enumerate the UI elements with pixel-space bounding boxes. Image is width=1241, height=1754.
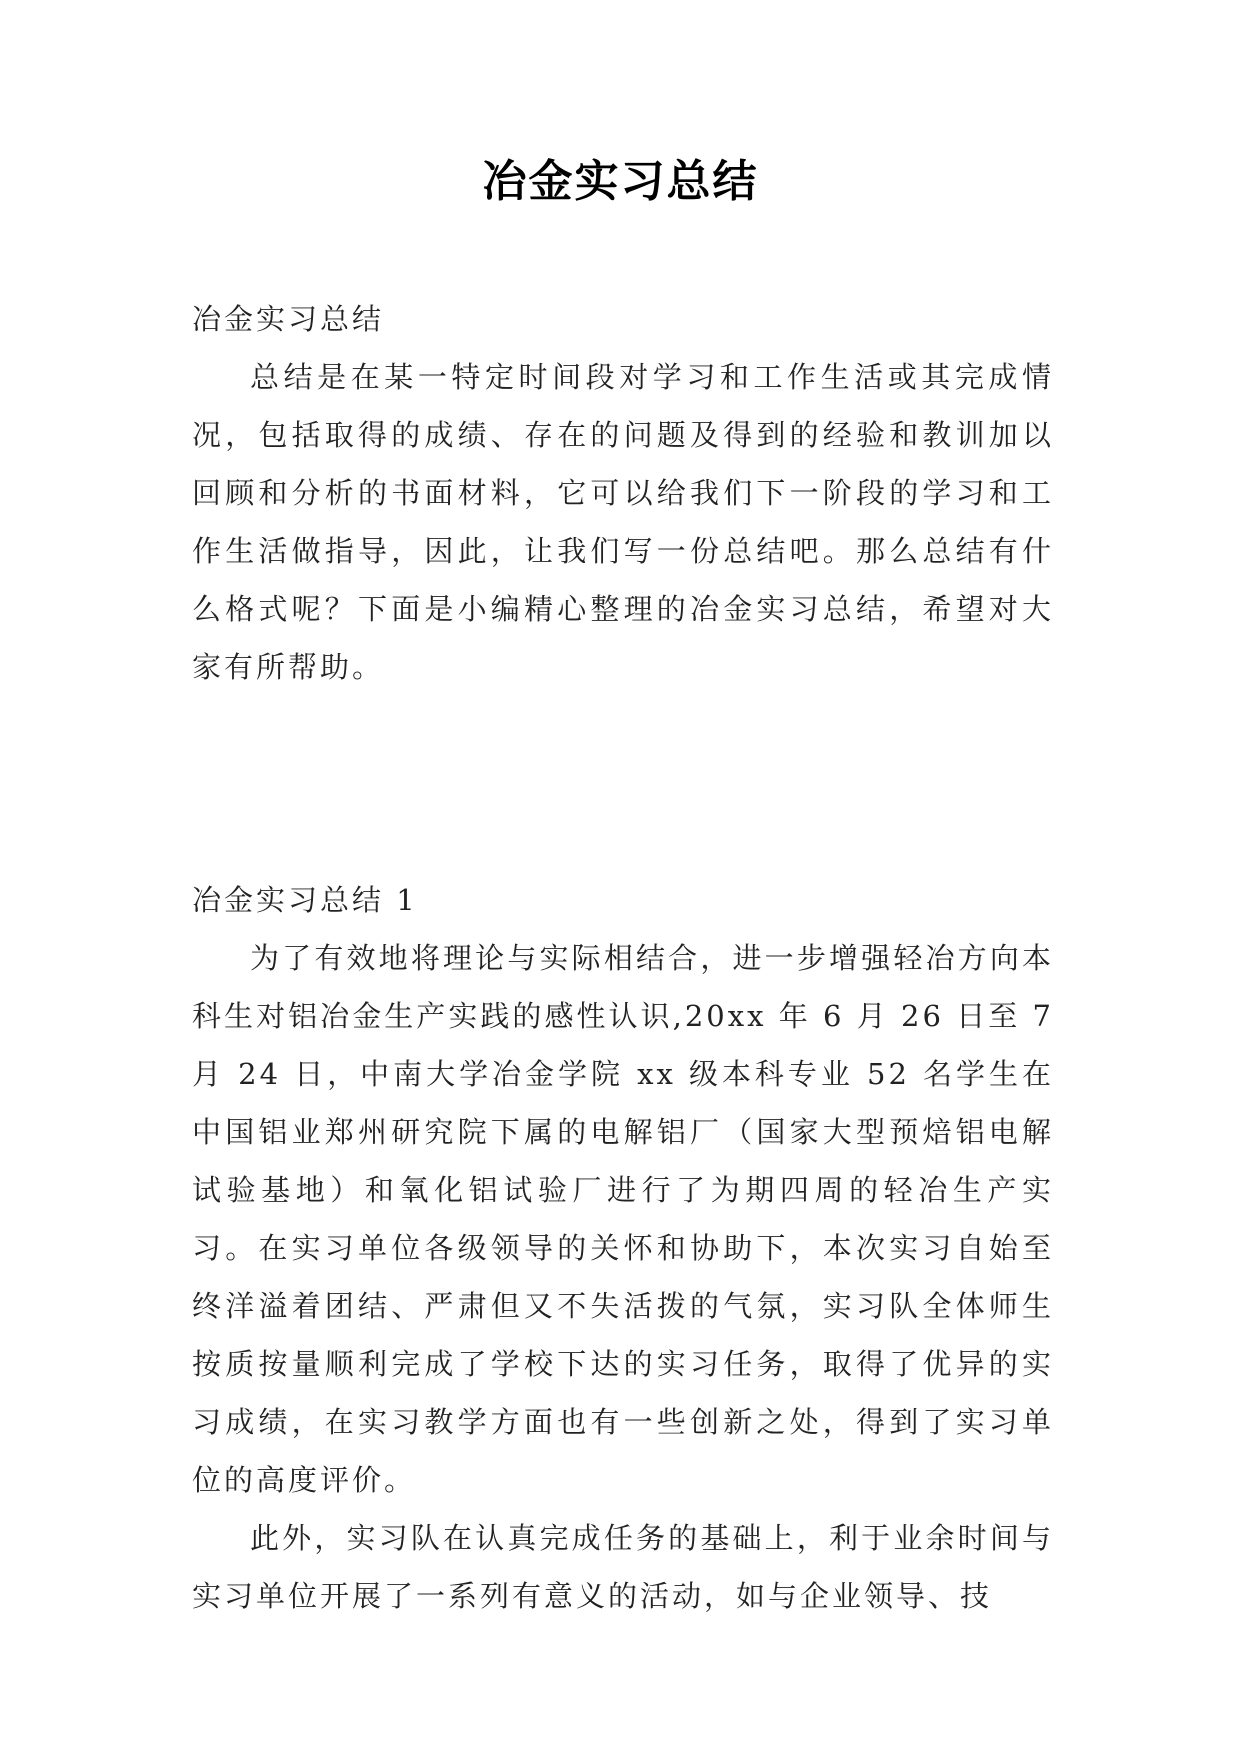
document-body bbox=[192, 290, 1054, 1625]
intro-paragraph: 总结是在某一特定时间段对学习和工作生活或其完成情况，包括取得的成绩、存在的问题及得到的经验和教训加以回顾和分析的书面材料，它可以给我们下一阶段的学习和工作生活做指导，因此，让我们写一份总结吧。那么总结有什么格式呢？下面是小编精心整理的冶金实习总结，希望对大家有所帮助。 bbox=[192, 360, 1054, 684]
section1-paragraph-2: 此外，实习队在认真完成任务的基础上，利于业余时间与实习单位开展了一系列有意义的活动，如与企业领导、技 bbox=[192, 1521, 1054, 1613]
document-title: 冶金实习总结 bbox=[482, 156, 759, 207]
section1-heading: 冶金实习总结 1 bbox=[192, 883, 418, 917]
section-spacer bbox=[192, 696, 1054, 871]
intro-heading: 冶金实习总结 bbox=[192, 302, 385, 336]
section1-paragraph-1: 为了有效地将理论与实际相结合，进一步增强轻冶方向本科生对铝冶金生产实践的感性认识,20xx 年 6 月 26 日至 7 月 24 日，中南大学冶金学院 xx 级本科专业 52 名学生在中国铝业郑州研究院下属的电解铝厂（国家大型预焙铝电解试验基地）和氧化铝试验厂进行了为期四周的轻冶生产实习。在实习单位各级领导的关怀和协助下，本次实习自始至终洋溢着团结、严肃但又不失活拨的气氛，实习队全体师生按质按量顺利完成了学校下达的实习任务，取得了优异的实习成绩，在实习教学方面也有一些创新之处，得到了实习单位的高度评价。 bbox=[192, 941, 1054, 1497]
